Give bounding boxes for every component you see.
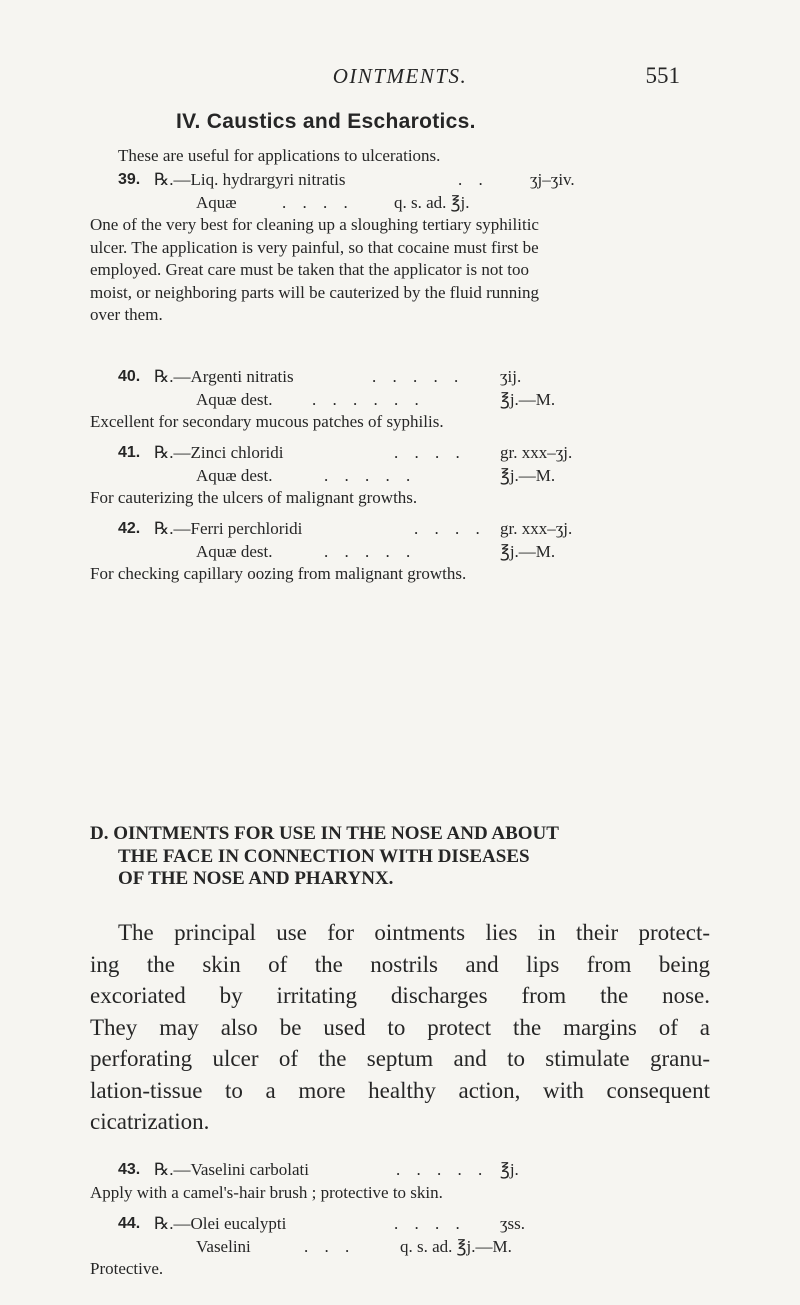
section-iv-intro: These are useful for applications to ulcerations. <box>118 146 441 165</box>
leader-dots: . . . . <box>394 443 466 462</box>
prescription-vehicle: Vaselini <box>196 1236 251 1256</box>
leader-dots: . . <box>458 170 489 189</box>
prescription-number: 39. <box>118 171 141 188</box>
running-head <box>0 64 800 94</box>
prescription-dose: gr. xxx–ʒj. <box>500 443 573 462</box>
paragraph-line: lation-tissue to a more healthy action, with consequent <box>90 1077 710 1103</box>
paragraph-line: excoriated by irritating discharges from the nose. <box>90 983 710 1008</box>
paragraph-line: perforating ulcer of the septum and to stimulate granu- <box>90 1046 710 1071</box>
paragraph-line: They may also be used to protect the margins of a <box>90 1014 710 1040</box>
prescription-dose: ℥j.—M. <box>500 389 556 409</box>
paragraph-line: cicatrization. <box>90 1109 210 1134</box>
prescription-dose: ʒij. <box>500 367 522 386</box>
leader-dots: . . . . . <box>396 1160 489 1179</box>
paragraph-line: The principal use for ointments lies in their protect- <box>118 920 710 945</box>
prescription-number: 41. <box>118 444 141 461</box>
leader-dots: . . . . . <box>372 367 465 386</box>
prescription-dose: ʒss. <box>500 1214 526 1233</box>
prescription-dose: q. s. ad. ℥j.—M. <box>400 1236 512 1256</box>
prescription-dose: ℥j.—M. <box>500 541 556 561</box>
leader-dots: . . . . . <box>324 465 417 485</box>
page-number: 551 <box>645 63 680 88</box>
prescription-vehicle: Aquæ dest. <box>196 465 273 485</box>
leader-dots: . . . . <box>414 519 486 538</box>
prescription-note: Protective. <box>90 1259 164 1278</box>
prescription-43 <box>90 1159 718 1204</box>
note-line: over them. <box>90 305 163 324</box>
leader-dots: . . . . <box>394 1214 466 1233</box>
prescription-number: 42. <box>118 520 141 537</box>
note-line: employed. Great care must be taken that the applicator is not too <box>90 260 530 279</box>
prescription-drug: ℞.—Olei eucalypti <box>154 1214 287 1233</box>
prescription-drug: ℞.—Vaselini carbolati <box>154 1160 309 1179</box>
principal-use-paragraph <box>90 917 710 1138</box>
paragraph-line: ing the skin of the nostrils and lips from being <box>90 951 710 977</box>
note-line: One of the very best for cleaning up a sloughing tertiary syphilitic <box>90 215 539 234</box>
section-iv-heading: IV. Caustics and Escharotics. <box>176 110 476 133</box>
prescription-drug: ℞.—Argenti nitratis <box>154 367 294 386</box>
heading-line: OF THE NOSE AND PHARYNX. <box>118 868 394 889</box>
prescription-note: Apply with a camel's-hair brush ; protective to skin. <box>90 1182 443 1202</box>
prescription-41 <box>90 442 718 510</box>
prescription-40 <box>90 366 718 434</box>
prescription-number: 43. <box>118 1161 141 1178</box>
prescription-vehicle: Aquæ <box>196 192 237 212</box>
prescription-dose: q. s. ad. ℥j. <box>394 192 470 212</box>
leader-dots: . . . . . <box>324 541 417 561</box>
prescription-note: For checking capillary oozing from malignant growths. <box>90 564 467 583</box>
prescription-drug: ℞.—Liq. hydrargyri nitratis <box>154 170 346 189</box>
prescription-42 <box>90 518 718 586</box>
prescription-dose: ℥j. <box>500 1160 519 1179</box>
prescription-dose: ℥j.—M. <box>500 465 556 485</box>
note-line: moist, or neighboring parts will be cauterized by the fluid running <box>90 282 539 302</box>
prescription-39-note <box>90 214 690 327</box>
note-line: ulcer. The application is very painful, so that cocaine must first be <box>90 237 539 257</box>
leader-dots: . . . . <box>282 192 354 212</box>
heading-line: D. OINTMENTS FOR USE IN THE NOSE AND ABOUT <box>90 823 559 844</box>
prescription-number: 40. <box>118 368 141 385</box>
running-title: OINTMENTS. <box>332 64 468 88</box>
prescription-number: 44. <box>118 1215 141 1232</box>
prescription-dose: gr. xxx–ʒj. <box>500 519 573 538</box>
prescription-vehicle: Aquæ dest. <box>196 541 273 561</box>
leader-dots: . . . . . . <box>312 389 425 409</box>
prescription-drug: ℞.—Zinci chloridi <box>154 443 284 462</box>
leader-dots: . . . <box>304 1236 356 1256</box>
prescription-vehicle: Aquæ dest. <box>196 389 273 409</box>
heading-line: THE FACE IN CONNECTION WITH DISEASES <box>118 845 530 867</box>
prescription-drug: ℞.—Ferri perchloridi <box>154 519 303 538</box>
prescription-39 <box>118 169 718 214</box>
prescription-note: Excellent for secondary mucous patches of syphilis. <box>90 412 444 431</box>
prescription-44 <box>90 1213 718 1281</box>
prescription-dose: ʒj–ʒiv. <box>530 170 575 189</box>
section-d-heading <box>90 823 730 891</box>
prescription-note: For cauterizing the ulcers of malignant growths. <box>90 488 418 507</box>
